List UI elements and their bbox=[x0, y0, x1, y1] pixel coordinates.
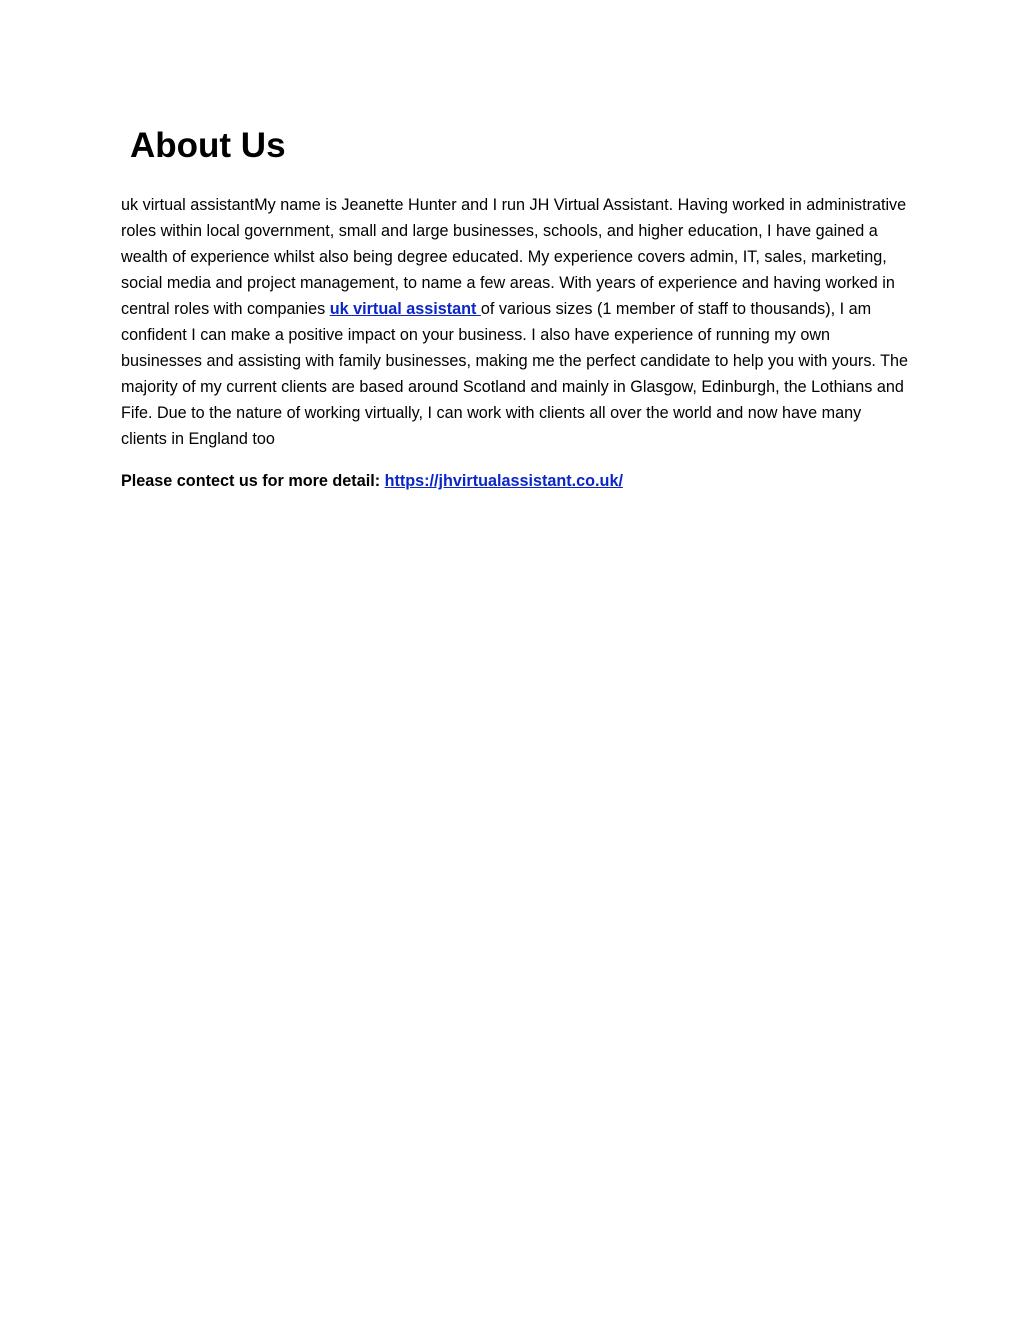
paragraph-text-after-link: of various sizes (1 member of staff to thousands), I am confident I can make a positive impact on your business. I also have experience of running my own businesses and assisting with family businesses, making me the perfect candidate to help you with yours. The majority of my current clients are based around Scotland and mainly in Glasgow, Edinburgh, the Lothians and Fife. Due to the nature of working virtually, I can work with clients all over the world and now have many clients in England too bbox=[121, 300, 909, 448]
contact-label: Please contect us for more detail: bbox=[121, 472, 385, 490]
contact-line bbox=[121, 468, 911, 494]
paragraph-text-before-link: uk virtual assistantMy name is Jeanette Hunter and I run JH Virtual Assistant. Having worked in administrative roles within local government, small and large businesses, schools, and higher education, I have gained a wealth of experience whilst also being degree educated. My experience covers admin, IT, sales, marketing, social media and project management, to name a few areas. With years of experience and having worked in central roles with companies bbox=[121, 196, 907, 318]
about-paragraph bbox=[121, 192, 911, 452]
website-link[interactable]: https://jhvirtualassistant.co.uk/ bbox=[384, 472, 623, 490]
uk-virtual-assistant-link[interactable]: uk virtual assistant bbox=[329, 300, 481, 318]
page-title: About Us bbox=[130, 126, 286, 165]
